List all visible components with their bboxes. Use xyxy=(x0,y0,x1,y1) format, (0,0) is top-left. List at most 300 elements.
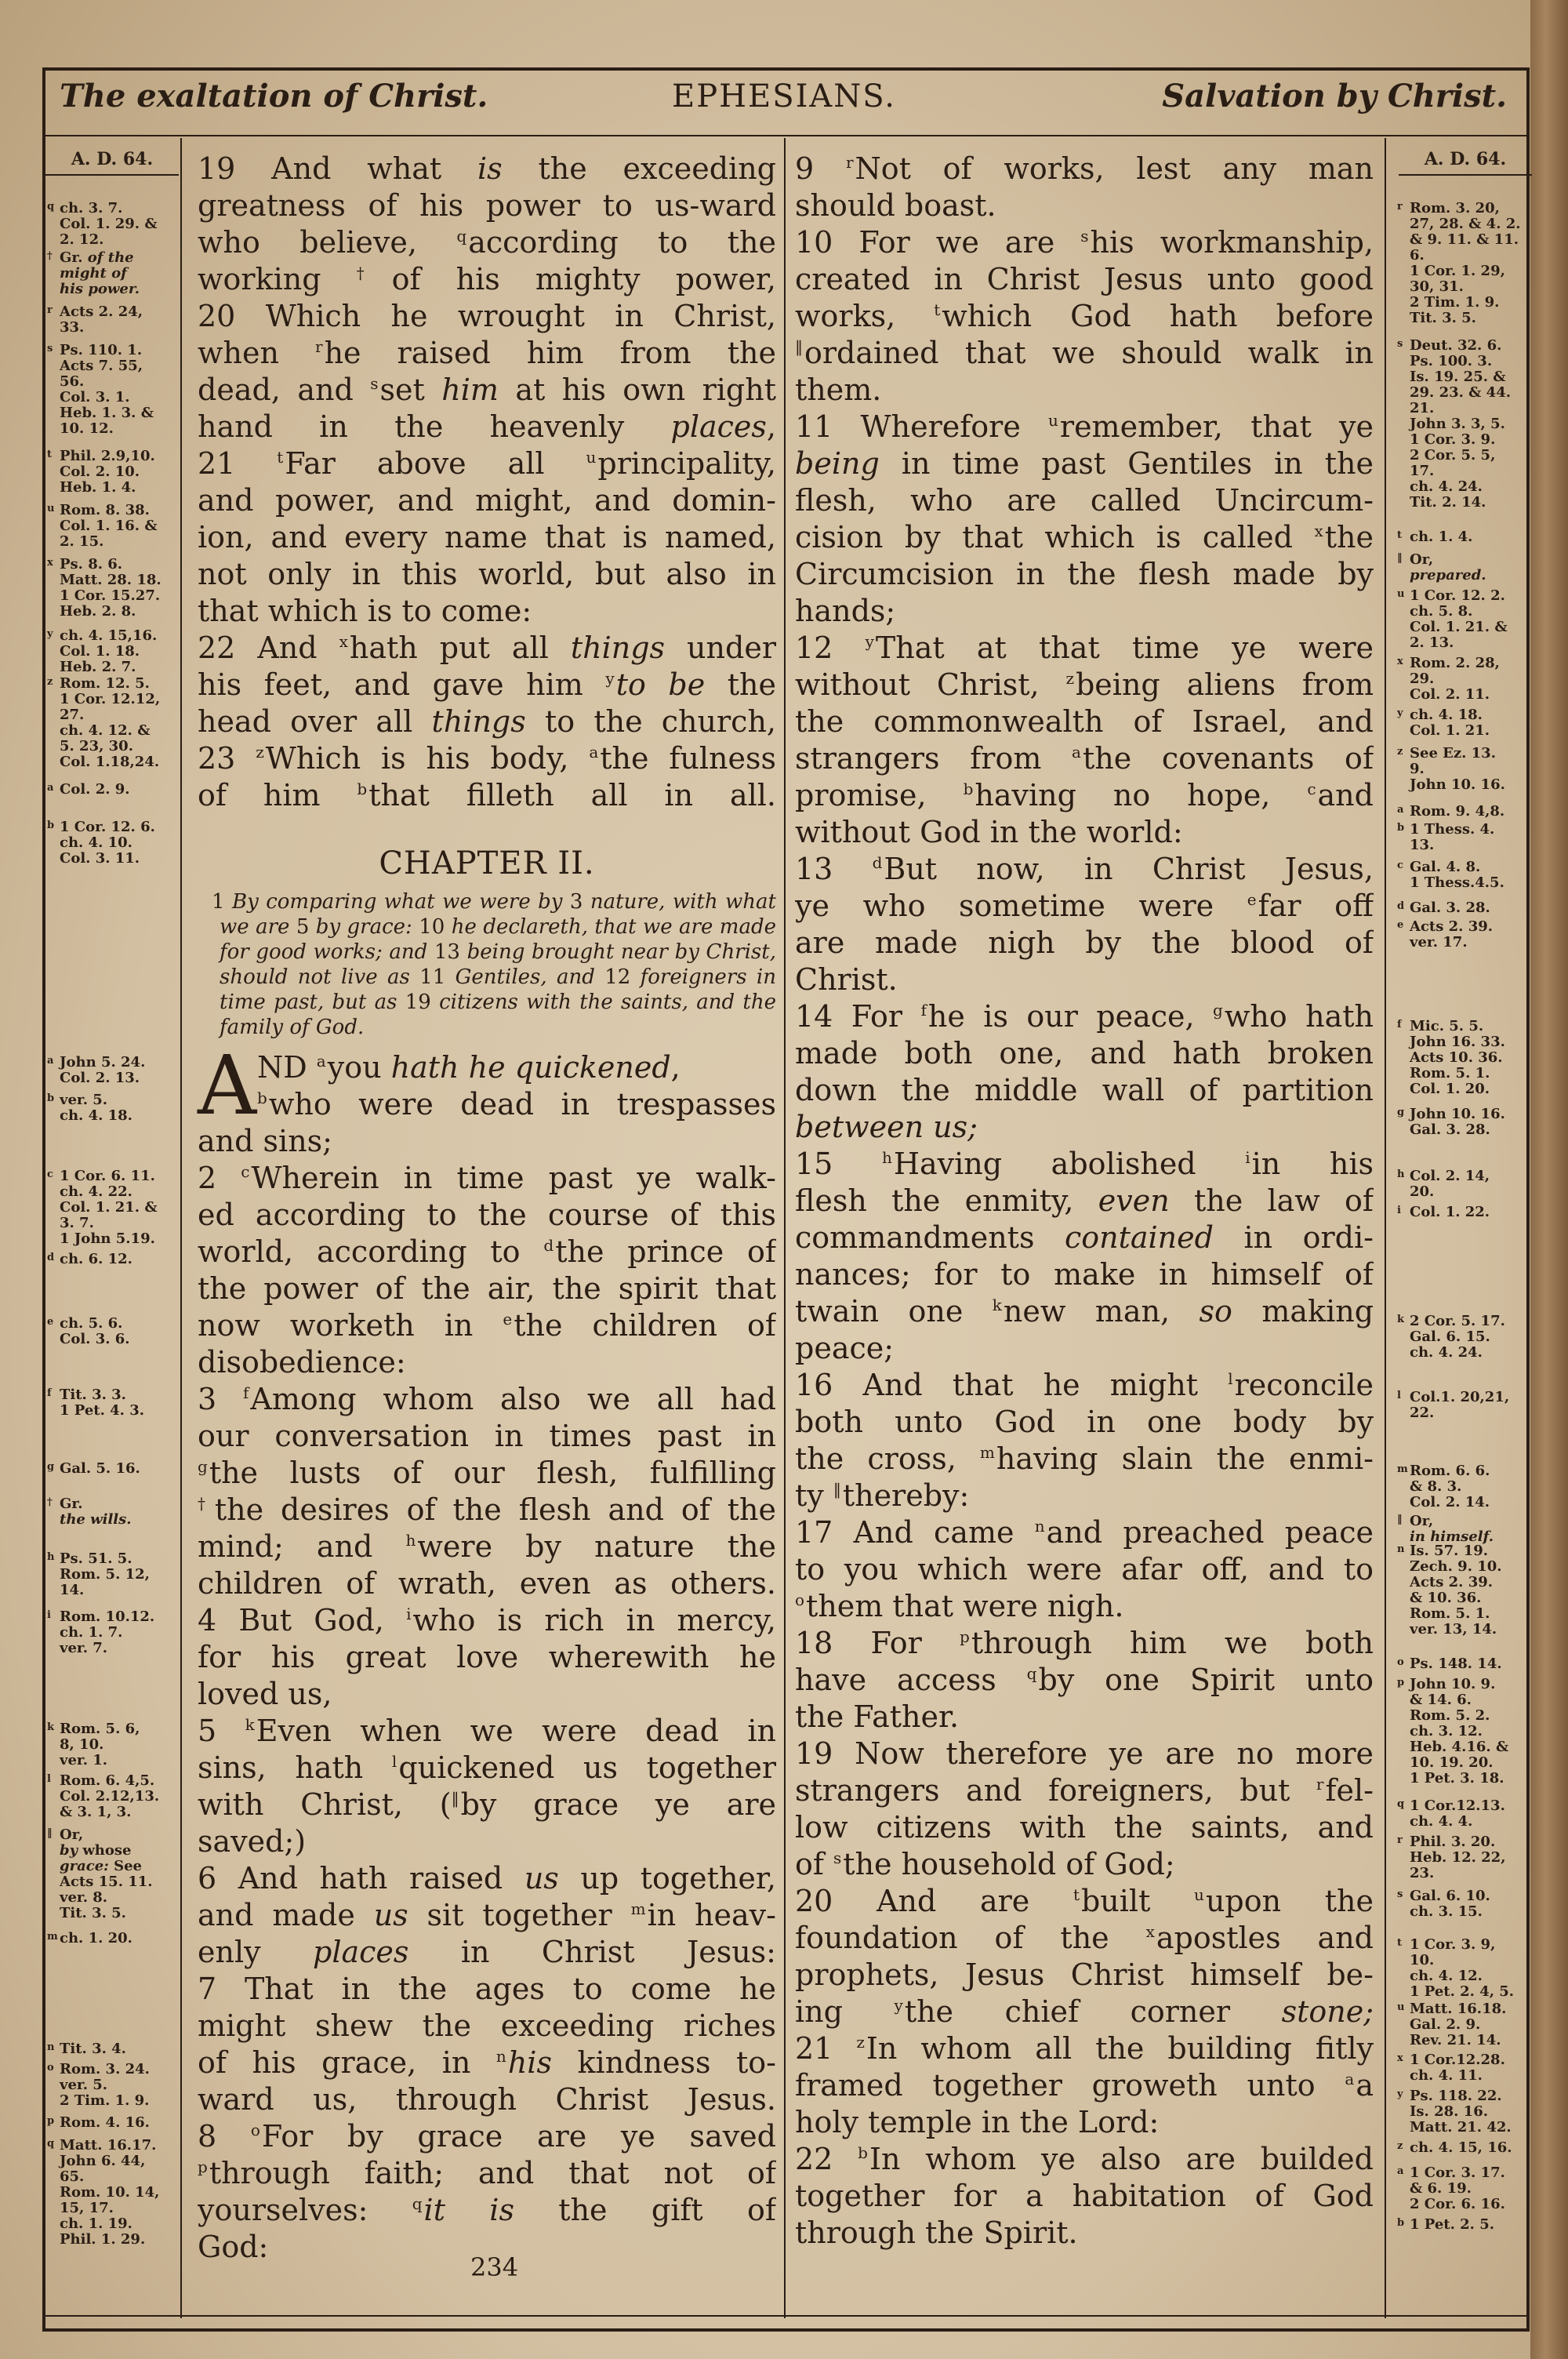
reference-mark: n xyxy=(1034,1517,1045,1536)
text-line: of him $^b$that filleth all in all. xyxy=(198,778,776,812)
note-line: John 5. 24. xyxy=(60,1054,146,1070)
note-line: Gal. 5. 16. xyxy=(60,1460,140,1477)
note-mark: † xyxy=(47,250,53,262)
margin-date-right: A. D. 64. xyxy=(1399,149,1532,176)
note-line: 2 Tim. 1. 9. xyxy=(60,2092,150,2109)
reference-mark: b xyxy=(963,780,974,798)
note-line: John 6. 44, xyxy=(60,2153,146,2169)
note-mark: u xyxy=(47,503,55,514)
reference-mark: c xyxy=(241,1162,250,1181)
text-line: might shew the exceeding riches xyxy=(198,2008,776,2043)
reference-mark: e xyxy=(1247,890,1257,909)
note-line: Phil. 2.9,10. xyxy=(60,448,155,464)
note-line: Col. 1. 29. & xyxy=(60,216,158,232)
text-line: saved;) xyxy=(198,1824,307,1859)
note-mark: x xyxy=(1397,656,1403,667)
text-line: when $^r$he raised him from the xyxy=(198,336,776,370)
note-line: in himself. xyxy=(1410,1528,1494,1545)
note-line: 27. xyxy=(60,707,85,723)
note-mark: a xyxy=(1397,2165,1404,2177)
note-mark: s xyxy=(47,343,53,354)
note-line: Gal. 4. 8. xyxy=(1410,859,1481,875)
text-line: 16 And that he might $^l$reconcile xyxy=(795,1368,1374,1402)
text-line: Circumcision in the flesh made by xyxy=(795,557,1374,591)
cross-reference-note xyxy=(1397,804,1532,820)
note-line: 65. xyxy=(60,2168,85,2185)
cross-reference-note xyxy=(47,2041,182,2057)
cross-reference-note xyxy=(1397,2217,1532,2233)
note-line: 22. xyxy=(1410,1405,1435,1421)
text-line: his feet, and gave him $^y$to be the xyxy=(198,667,776,702)
text-line: for his great love wherewith he xyxy=(198,1640,776,1674)
note-line: 1 Pet. 3. 18. xyxy=(1410,1770,1504,1787)
note-mark: y xyxy=(47,628,53,640)
note-mark: ‖ xyxy=(1397,552,1403,564)
cross-reference-note xyxy=(1397,2001,1532,2048)
note-line: Zech. 9. 10. xyxy=(1410,1558,1502,1575)
note-mark: y xyxy=(1397,2088,1403,2100)
text-line: the power of the air, the spirit that xyxy=(198,1271,776,1306)
note-line: 2. 13. xyxy=(1410,634,1454,651)
reference-mark: s xyxy=(833,1848,842,1867)
note-line: Gal. 6. 15. xyxy=(1410,1329,1490,1345)
note-line: Rom. 5. 1. xyxy=(1410,1605,1490,1622)
chapter-heading: CHAPTER II. xyxy=(379,845,595,881)
note-line: Is. 57. 19. xyxy=(1410,1543,1488,1559)
note-line: Phil. 1. 29. xyxy=(60,2231,146,2248)
reference-mark: † xyxy=(356,264,390,282)
note-mark: b xyxy=(47,1092,55,1104)
note-line: ch. 4. 11. xyxy=(1410,2067,1483,2084)
note-line: ch. 4. 4. xyxy=(1410,1813,1473,1830)
note-line: ch. 4. 12. xyxy=(1410,1968,1483,1984)
note-mark: q xyxy=(47,201,55,213)
note-line: Ps. 8. 6. xyxy=(60,556,123,572)
text-line: nances; for to make in himself of xyxy=(795,1257,1374,1292)
note-line: John 16. 33. xyxy=(1410,1034,1505,1050)
note-line: ver. 5. xyxy=(60,1092,108,1108)
note-mark: t xyxy=(1397,1937,1403,1949)
text-line: 21 $^z$In whom all the building fitly xyxy=(795,2031,1374,2066)
note-line: Gal. 2. 9. xyxy=(1410,2016,1481,2033)
text-line: being in time past Gentiles in the xyxy=(795,446,1374,481)
reference-mark: x xyxy=(1145,1922,1155,1941)
note-line: Rom. 5. 12, xyxy=(60,1566,150,1583)
note-line: 1 Cor. 3. 9. xyxy=(1410,431,1496,448)
text-line: 15 $^h$Having abolished $^i$in his xyxy=(795,1147,1374,1181)
text-line: flesh, who are called Uncircum- xyxy=(795,483,1374,518)
text-line: them. xyxy=(795,373,882,407)
note-line: 23. xyxy=(1410,1865,1435,1881)
note-line: ch. 4. 15,16. xyxy=(60,627,158,644)
note-line: Col. 2. 14, xyxy=(1410,1168,1490,1184)
note-line: 1 Pet. 4. 3. xyxy=(60,1402,144,1419)
note-line: Or, xyxy=(60,1826,84,1843)
note-line: Rom. 5. 2. xyxy=(1410,1707,1490,1724)
text-line: ward us, through Christ Jesus. xyxy=(198,2082,776,2117)
note-line: ch. 4. 12. & xyxy=(60,722,151,739)
note-mark: t xyxy=(47,449,53,460)
text-line: 19 Now therefore ye are no more xyxy=(795,1736,1374,1771)
reference-mark: k xyxy=(992,1296,1002,1314)
text-line: ND $^a$you hath he quickened, xyxy=(257,1050,681,1085)
cross-reference-note xyxy=(1397,1656,1532,1672)
note-line: 29. xyxy=(1410,671,1435,687)
cross-reference-note xyxy=(47,449,182,496)
note-line: & 3. 1, 3. xyxy=(60,1804,132,1820)
text-line: hands; xyxy=(795,594,896,628)
note-line: Rom. 3. 24. xyxy=(60,2061,150,2077)
note-line: Acts 2. 24, xyxy=(60,304,143,320)
cross-reference-note xyxy=(1397,1834,1532,1881)
note-mark: r xyxy=(1397,1834,1403,1846)
cross-reference-note xyxy=(1397,822,1532,853)
reference-mark: u xyxy=(1194,1885,1204,1904)
reference-mark: ‖ xyxy=(795,337,803,356)
text-line: $^p$through faith; and that not of xyxy=(198,2156,776,2190)
note-line: grace: See xyxy=(60,1858,142,1874)
note-line: 1 Cor. 15.27. xyxy=(60,587,161,604)
text-line: of his grace, in $^n$his kindness to- xyxy=(198,2045,776,2080)
cross-reference-note xyxy=(47,1551,182,1598)
text-line: 22 And $^x$hath put all things under xyxy=(198,631,776,665)
text-line: commandments contained in ordi- xyxy=(795,1220,1374,1255)
chapter-opening xyxy=(198,1038,776,1133)
text-line: created in Christ Jesus unto good xyxy=(795,262,1374,296)
note-line: Gr. of the xyxy=(60,249,134,266)
cross-reference-note xyxy=(47,1496,182,1528)
cross-reference-note xyxy=(47,503,182,550)
reference-mark: g xyxy=(1213,1001,1223,1020)
cross-reference-note xyxy=(47,304,182,336)
note-line: 13. xyxy=(1410,837,1435,853)
note-line: Gal. 6. 10. xyxy=(1410,1888,1490,1904)
note-mark: g xyxy=(1397,1107,1405,1118)
text-line: twain one $^k$new man, so making xyxy=(795,1294,1374,1329)
note-line: Col. 1. 18. xyxy=(60,643,140,660)
text-line: 18 For $^p$through him we both xyxy=(795,1626,1374,1660)
note-line: John 10. 9. xyxy=(1410,1676,1496,1692)
note-mark: r xyxy=(47,304,53,316)
text-line: foundation of the $^x$apostles and xyxy=(795,1921,1374,1955)
reference-mark: g xyxy=(198,1457,208,1476)
reference-mark: ‖ xyxy=(451,1789,459,1808)
text-line: 5 $^k$Even when we were dead in xyxy=(198,1714,776,1748)
note-line: 1 Cor. 1. 29, xyxy=(1410,263,1505,279)
note-mark: s xyxy=(1397,338,1403,350)
cross-reference-note xyxy=(47,2062,182,2109)
cross-reference-note xyxy=(1397,1107,1532,1138)
note-mark: b xyxy=(1397,2217,1405,2229)
note-mark: y xyxy=(1397,707,1403,719)
text-line: enly places in Christ Jesus: xyxy=(198,1935,776,1969)
text-line: 20 Which he wrought in Christ, xyxy=(198,299,776,333)
note-line: 2 Cor. 5. 17. xyxy=(1410,1313,1505,1329)
cross-reference-note xyxy=(47,1827,182,1921)
text-line: ed according to the course of this xyxy=(198,1198,776,1232)
note-line: ch. 4. 24. xyxy=(1410,1344,1483,1361)
text-line: strangers and foreigners, but $^r$fel- xyxy=(795,1773,1374,1808)
note-line: Col. 1. 22. xyxy=(1410,1204,1490,1220)
text-line: now worketh in $^e$the children of xyxy=(198,1308,776,1343)
note-line: Rom. 4. 16. xyxy=(60,2114,150,2131)
text-line: 11 Wherefore $^u$remember, that ye xyxy=(795,409,1374,444)
note-line: ch. 4. 22. xyxy=(60,1183,132,1200)
note-line: John 10. 16. xyxy=(1410,776,1505,793)
note-mark: l xyxy=(1397,1390,1401,1401)
note-line: Col.1. 20,21, xyxy=(1410,1389,1510,1405)
note-mark: n xyxy=(47,2041,55,2053)
note-line: & 8. 3. xyxy=(1410,1478,1462,1495)
reference-mark: f xyxy=(920,1001,927,1020)
text-line: 13 $^d$But now, in Christ Jesus, xyxy=(795,852,1374,886)
note-line: Acts 2. 39. xyxy=(1410,918,1494,935)
note-line: prepared. xyxy=(1410,567,1486,583)
note-line: Ps. 51. 5. xyxy=(60,1550,132,1567)
note-line: Phil. 3. 20. xyxy=(1410,1834,1496,1850)
cross-reference-note xyxy=(1397,2052,1532,2084)
text-line: 6 And hath raised us up together, xyxy=(198,1861,776,1896)
note-mark: i xyxy=(47,1609,51,1621)
reference-mark: r xyxy=(845,153,854,172)
note-line: ch. 3. 12. xyxy=(1410,1723,1483,1739)
cross-reference-note xyxy=(1397,2165,1532,2212)
note-mark: r xyxy=(1397,201,1403,213)
note-line: ch. 1. 20. xyxy=(60,1930,132,1946)
text-line: ‖ordained that we should walk in xyxy=(795,336,1374,370)
note-mark: o xyxy=(47,2062,54,2074)
note-line: 2 Cor. 5. 5, xyxy=(1410,447,1496,463)
note-line: his power. xyxy=(60,281,140,297)
text-line: 23 $^z$Which is his body, $^a$the fulness xyxy=(198,741,776,776)
text-line: have access $^q$by one Spirit unto xyxy=(795,1663,1374,1697)
text-line: head over all things to the church, xyxy=(198,704,776,739)
note-line: ch. 3. 15. xyxy=(1410,1903,1483,1920)
note-line: ver. 17. xyxy=(1410,934,1468,951)
cross-reference-note xyxy=(47,676,182,770)
note-line: Matt. 21. 42. xyxy=(1410,2119,1512,2135)
text-line: $^g$the lusts of our flesh, fulfilling xyxy=(198,1456,776,1490)
note-line: ver. 13, 14. xyxy=(1410,1621,1497,1637)
text-line: and sins; xyxy=(198,1124,332,1158)
note-line: Heb. 1. 4. xyxy=(60,479,136,496)
cross-reference-note xyxy=(47,201,182,248)
note-line: 10. 19. 20. xyxy=(1410,1754,1494,1771)
text-line: prophets, Jesus Christ himself be- xyxy=(795,1957,1374,1992)
text-line: without Christ, $^z$being aliens from xyxy=(795,667,1374,702)
cross-reference-note xyxy=(1397,746,1532,793)
note-line: Ps. 100. 3. xyxy=(1410,353,1493,369)
text-line: 17 And came $^n$and preached peace xyxy=(795,1515,1374,1550)
note-line: John 3. 3, 5. xyxy=(1410,416,1505,432)
note-mark: f xyxy=(1397,1019,1402,1030)
text-line: 2 $^c$Wherein in time past ye walk- xyxy=(198,1161,776,1195)
text-line: without God in the world: xyxy=(795,815,1183,849)
note-line: 1 Cor.12.28. xyxy=(1410,2052,1505,2068)
note-line: ch. 5. 8. xyxy=(1410,603,1473,620)
cross-reference-note xyxy=(47,343,182,437)
reference-mark: y xyxy=(894,1996,903,2015)
cross-reference-note xyxy=(47,557,182,620)
note-line: 5. 23, 30. xyxy=(60,738,133,754)
note-line: Acts 7. 55, xyxy=(60,358,143,374)
note-line: Col. 1.18,24. xyxy=(60,754,160,770)
note-line: might of xyxy=(60,265,127,282)
note-mark: q xyxy=(1397,1798,1405,1810)
cross-reference-note xyxy=(47,250,182,297)
note-line: Tit. 3. 5. xyxy=(60,1905,126,1921)
text-line: not only in this world, but also in xyxy=(198,557,776,591)
note-line: 1 Pet. 2. 4, 5. xyxy=(1410,1983,1515,2000)
note-line: Heb. 2. 7. xyxy=(60,659,136,675)
note-line: 15, 17. xyxy=(60,2200,114,2216)
cross-reference-note xyxy=(1397,1888,1532,1920)
note-line: the wills. xyxy=(60,1511,132,1528)
reference-mark: d xyxy=(872,853,883,872)
note-line: 2. 12. xyxy=(60,231,104,248)
note-mark: g xyxy=(47,1461,55,1473)
text-line: 20 And are $^t$built $^u$upon the xyxy=(795,1884,1374,1918)
cross-reference-note xyxy=(1397,529,1532,545)
text-line: Christ. xyxy=(795,962,898,997)
text-line: hand in the heavenly places, xyxy=(198,409,776,444)
text-line: the cross, $^m$having slain the enmi- xyxy=(795,1441,1374,1476)
cross-reference-note xyxy=(47,1773,182,1820)
note-mark: p xyxy=(1397,1677,1405,1688)
note-line: Col. 2. 13. xyxy=(60,1070,140,1086)
note-line: Gal. 3. 28. xyxy=(1410,1121,1490,1138)
note-mark: u xyxy=(1397,588,1405,600)
reference-mark: b xyxy=(257,1089,267,1107)
note-line: Rom. 10. 14, xyxy=(60,2184,160,2201)
text-line: $^o$them that were nigh. xyxy=(795,1589,1124,1623)
chapter-summary: 1 By comparing what we were by 3 nature, with what we are 5 by grace: 10 he declareth, that we are made for good works; and 13 being brought near by Christ, should not live as 11 Gentiles, and 12 foreigners in time past, but as 19 citizens with the saints, and the family of God. xyxy=(212,890,776,1039)
note-line: Matt. 16.18. xyxy=(1410,2001,1507,2017)
reference-mark: l xyxy=(391,1752,397,1771)
text-line: God: xyxy=(198,2230,269,2264)
reference-mark: b xyxy=(858,2143,868,2162)
text-line: 21 $^t$Far above all $^u$principality, xyxy=(198,446,776,481)
reference-mark: p xyxy=(198,2157,208,2176)
reference-mark: r xyxy=(315,337,323,356)
cross-reference-note xyxy=(1397,2140,1532,2156)
reference-mark: o xyxy=(250,2121,260,2139)
text-line: who believe, $^q$according to the xyxy=(198,225,776,260)
note-line: Rom. 5. 6, xyxy=(60,1721,140,1737)
reference-mark: l xyxy=(1228,1369,1233,1388)
note-line: 30, 31. xyxy=(1410,278,1464,295)
text-line: holy temple in the Lord: xyxy=(795,2105,1160,2139)
note-line: Is. 28. 16. xyxy=(1410,2103,1488,2120)
text-line: with Christ, (‖by grace ye are xyxy=(198,1787,776,1822)
note-mark: b xyxy=(47,820,55,831)
note-mark: s xyxy=(1397,1888,1403,1900)
text-line: 9 $^r$Not of works, lest any man xyxy=(795,151,1374,186)
text-line: of $^s$the household of God; xyxy=(795,1847,1175,1881)
text-line: are made nigh by the blood of xyxy=(795,925,1374,960)
note-line: Col. 2. 14. xyxy=(1410,1494,1490,1510)
note-line: Acts 15. 11. xyxy=(60,1874,153,1890)
note-line: Acts 2. 39. xyxy=(1410,1574,1494,1590)
reference-mark: x xyxy=(339,632,348,651)
note-mark: a xyxy=(1397,804,1404,816)
note-mark: z xyxy=(1397,746,1403,758)
cross-reference-note xyxy=(47,1609,182,1656)
text-line: peace; xyxy=(795,1331,895,1365)
note-line: Col. 2.12,13. xyxy=(60,1788,160,1805)
note-mark: ‖ xyxy=(47,1827,53,1839)
header-rule xyxy=(45,135,1526,136)
note-line: & 6. 19. xyxy=(1410,2180,1472,2197)
cross-reference-note xyxy=(47,628,182,675)
adjacent-page-edge xyxy=(1530,0,1568,2359)
reference-mark: c xyxy=(1307,780,1316,798)
note-line: John 10. 16. xyxy=(1410,1106,1505,1122)
note-mark: z xyxy=(47,676,53,688)
reference-mark: h xyxy=(881,1148,892,1167)
note-line: Col. 1. 21. xyxy=(1410,722,1490,739)
text-line: 8 $^o$For by grace are ye saved xyxy=(198,2119,776,2154)
reference-mark: y xyxy=(865,632,874,651)
cross-reference-note xyxy=(47,1055,182,1086)
reference-mark: p xyxy=(960,1627,970,1646)
note-line: by whose xyxy=(60,1842,132,1859)
note-line: 6. xyxy=(1410,247,1425,264)
note-mark: d xyxy=(1397,900,1405,912)
text-line: between us; xyxy=(795,1110,978,1144)
note-line: ver. 5. xyxy=(60,2077,108,2093)
text-line: to you which were afar off, and to xyxy=(795,1552,1374,1587)
note-line: 17. xyxy=(1410,463,1435,479)
note-line: Col. 1. 16. & xyxy=(60,518,158,534)
note-line: Col. 3. 1. xyxy=(60,389,130,405)
note-mark: x xyxy=(47,557,53,569)
left-text-column xyxy=(198,151,776,2266)
text-line: 12 $^y$That at that time ye were xyxy=(795,631,1374,665)
note-line: 21. xyxy=(1410,400,1435,416)
text-line: together for a habitation of God xyxy=(795,2179,1374,2213)
note-line: 2. 15. xyxy=(60,533,104,550)
reference-mark: s xyxy=(370,374,379,393)
text-line: disobedience: xyxy=(198,1345,406,1379)
reference-mark: s xyxy=(1080,227,1089,245)
book-title: EPHESIANS. xyxy=(672,78,896,114)
note-line: ch. 4. 10. xyxy=(60,834,132,851)
cross-reference-note xyxy=(47,1461,182,1477)
note-mark: m xyxy=(1397,1463,1408,1475)
note-line: 1 Cor. 12. 6. xyxy=(60,819,155,835)
cross-reference-note xyxy=(1397,860,1532,891)
note-line: Ps. 148. 14. xyxy=(1410,1656,1502,1672)
cross-reference-note xyxy=(47,1931,182,1946)
note-mark: f xyxy=(47,1387,52,1399)
cross-reference-note xyxy=(1397,919,1532,951)
note-line: ch. 1. 7. xyxy=(60,1624,123,1641)
cross-reference-note xyxy=(1397,1205,1532,1220)
note-line: 1 Thess.4.5. xyxy=(1410,874,1504,891)
text-line: 4 But God, $^i$who is rich in mercy, xyxy=(198,1603,776,1637)
note-line: Matt. 16.17. xyxy=(60,2137,157,2154)
note-line: Tit. 2. 14. xyxy=(1410,494,1486,511)
note-line: ch. 5. 6. xyxy=(60,1315,123,1332)
note-line: Col. 1. 21. & xyxy=(60,1199,158,1216)
note-line: 1 John 5.19. xyxy=(60,1230,155,1247)
reference-mark: t xyxy=(1073,1885,1080,1904)
text-line: down the middle wall of partition xyxy=(795,1073,1374,1107)
note-line: Heb. 4.16. & xyxy=(1410,1739,1509,1755)
reference-mark: t xyxy=(277,448,284,467)
note-line: ch. 4. 18. xyxy=(60,1107,132,1124)
